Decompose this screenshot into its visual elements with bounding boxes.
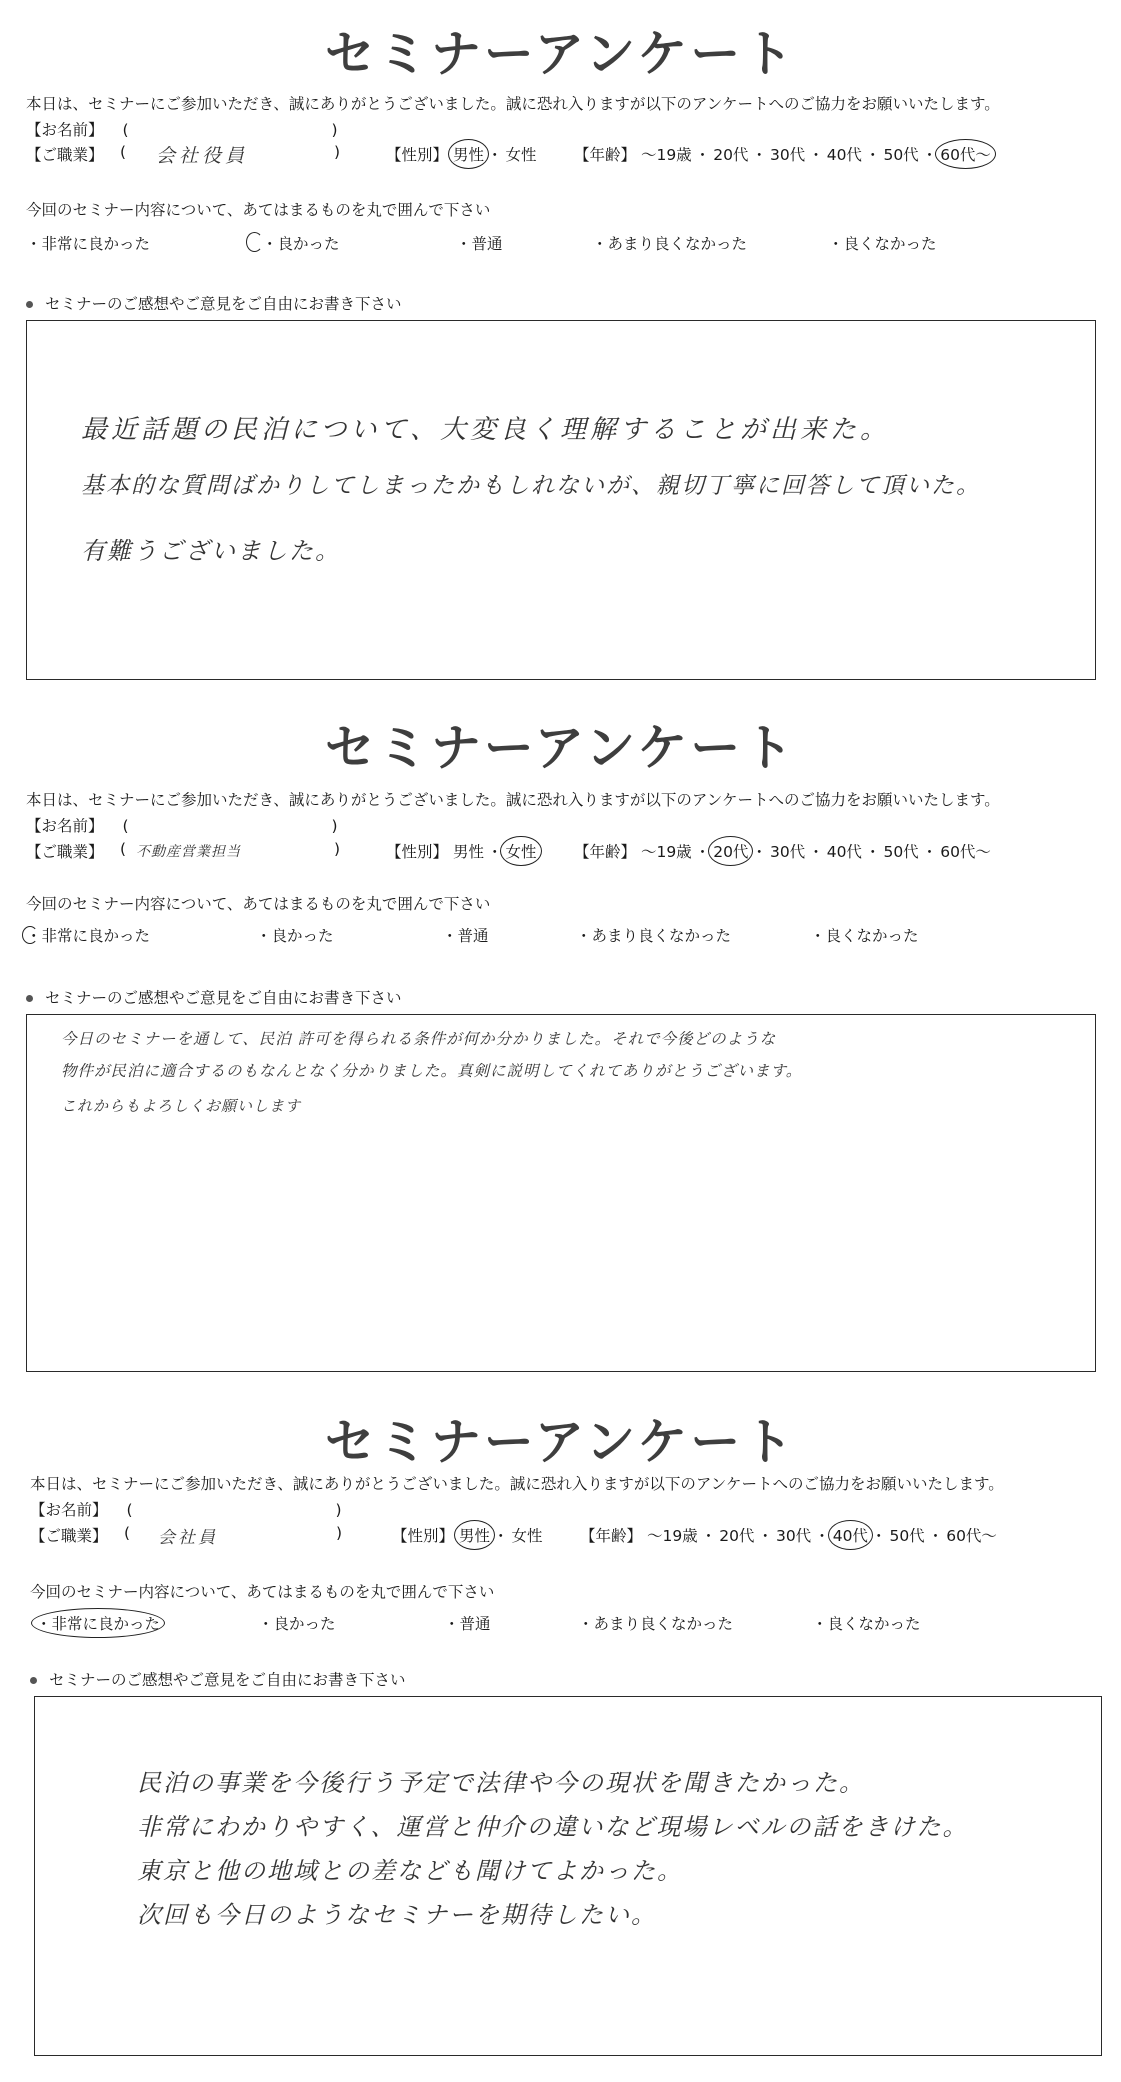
comment-line: 有難うございました。 (81, 537, 341, 565)
age-option-40s[interactable]: 40代 (833, 1524, 868, 1546)
comment-prompt-text: セミナーのご感想やご意見をご自由にお書き下さい (45, 989, 402, 1007)
bullet-icon (30, 1677, 37, 1684)
gender-option-male[interactable]: 男性 (452, 843, 484, 861)
name-open-paren: ( (122, 121, 129, 139)
age-label: 【年齢】 (574, 146, 637, 164)
gender-option-female[interactable]: 女性 (511, 1527, 543, 1545)
name-open-paren: ( (122, 817, 129, 835)
rating-question: 今回のセミナー内容について、あてはまるものを丸で囲んで下さい (30, 1583, 495, 1601)
rating-question: 今回のセミナー内容について、あてはまるものを丸で囲んで下さい (26, 895, 491, 913)
age-option-20s[interactable]: 20代 (713, 840, 748, 862)
rating-average[interactable]: ・普通 (442, 927, 489, 945)
comment-prompt (26, 292, 402, 314)
rating-average[interactable]: ・普通 (444, 1615, 491, 1633)
age-option-40s[interactable]: 40代 (826, 843, 862, 861)
gender-option-male[interactable]: 男性 (453, 143, 484, 165)
rating-options (26, 924, 1106, 948)
job-field[interactable]: 会社員 (158, 1528, 218, 1548)
age-label: 【年齢】 (574, 843, 637, 861)
rating-not-very-good[interactable]: ・あまり良くなかった (592, 235, 748, 253)
selection-mark (22, 926, 38, 944)
name-label: 【お名前】 (30, 1501, 108, 1519)
name-label: 【お名前】 (26, 121, 104, 139)
job-close-paren: ) (334, 143, 341, 161)
name-label: 【お名前】 (26, 817, 104, 835)
bullet-icon (26, 995, 33, 1002)
survey-title: セミナーアンケート (324, 25, 797, 83)
age-option-under19[interactable]: ～19歳 (646, 1527, 698, 1545)
comment-box[interactable] (26, 320, 1096, 680)
rating-very-good[interactable]: ・非常に良かった (26, 924, 150, 946)
survey-1 (0, 0, 1121, 694)
comment-box[interactable] (34, 1696, 1102, 2056)
name-open-paren: ( (126, 1501, 133, 1519)
name-close-paren: ) (335, 1501, 342, 1519)
comment-line: 非常にわかりやすく、運営と仲介の違いなど現場レベルの話をきけた。 (137, 1813, 969, 1841)
job-label: 【ご職業】 (26, 843, 104, 861)
age-option-30s[interactable]: 30代 (769, 146, 806, 164)
rating-not-very-good[interactable]: ・あまり良くなかった (578, 1615, 734, 1633)
age-option-20s[interactable]: 20代 (719, 1527, 755, 1545)
age-option-30s[interactable]: 30代 (775, 1527, 812, 1545)
age-option-50s[interactable]: 50代 (883, 843, 919, 861)
age-option-50s[interactable]: 50代 (883, 146, 919, 164)
job-label: 【ご職業】 (30, 1527, 108, 1545)
bullet-icon (26, 301, 33, 308)
name-close-paren: ) (331, 121, 338, 139)
comment-line: 今日のセミナーを通して、民泊 許可を得られる条件が何か分かりました。それで今後どのような (61, 1030, 777, 1048)
survey-intro: 本日は、セミナーにご参加いただき、誠にありがとうございました。誠に恐れ入りますが以下のアンケートへのご協力をお願いいたします。 (26, 95, 1000, 113)
rating-very-good[interactable]: ・非常に良かった (36, 1612, 160, 1634)
job-field[interactable]: 不動産営業担当 (136, 844, 241, 860)
job-close-paren: ) (336, 1524, 343, 1542)
survey-3 (0, 1388, 1121, 2082)
name-row (26, 814, 338, 836)
rating-not-good[interactable]: ・良くなかった (810, 927, 919, 945)
rating-not-very-good[interactable]: ・あまり良くなかった (576, 927, 732, 945)
rating-options (30, 1612, 1110, 1636)
rating-not-good[interactable]: ・良くなかった (812, 1615, 921, 1633)
name-close-paren: ) (331, 817, 338, 835)
gender-option-female[interactable]: 女性 (505, 840, 536, 862)
job-open-paren: ( (120, 143, 127, 161)
survey-2 (0, 694, 1121, 1388)
job-open-paren: ( (120, 840, 127, 858)
job-close-paren: ) (334, 840, 341, 858)
age-option-40s[interactable]: 40代 (826, 146, 862, 164)
comment-box[interactable] (26, 1014, 1096, 1372)
gender-label: 【性別】 (386, 146, 449, 164)
survey-intro: 本日は、セミナーにご参加いただき、誠にありがとうございました。誠に恐れ入りますが以下のアンケートへのご協力をお願いいたします。 (30, 1475, 1004, 1493)
info-row: 【ご職業】 ( 会社役員 ) 【性別】 男性 ・ 女性 【年齢】 ～19歳 ・ 20代 ・ 30代 ・ 40代 ・ 50代 ・ 60代～ (26, 143, 991, 167)
rating-question: 今回のセミナー内容について、あてはまるものを丸で囲んで下さい (26, 201, 491, 219)
comment-prompt (30, 1668, 406, 1690)
info-row: 【ご職業】 ( 会社員 ) 【性別】 男性 ・ 女性 【年齢】 ～19歳 ・ 20代 ・ 30代 ・ 40代 ・ 50代 ・ 60代～ (30, 1524, 997, 1548)
name-row (26, 118, 338, 140)
survey-intro: 本日は、セミナーにご参加いただき、誠にありがとうございました。誠に恐れ入りますが以下のアンケートへのご協力をお願いいたします。 (26, 791, 1000, 809)
gender-label: 【性別】 (386, 843, 449, 861)
gender-label: 【性別】 (392, 1527, 455, 1545)
info-row: 【ご職業】 ( 不動産営業担当 ) 【性別】 男性 ・ 女性 【年齢】 ～19歳 ・ 20代 ・ 30代 ・ 40代 ・ 50代 ・ 60代～ (26, 840, 991, 861)
comment-line: 基本的な質問ばかりしてしまったかもしれないが、親切丁寧に回答して頂いた。 (81, 473, 981, 499)
comment-prompt (26, 986, 402, 1008)
comment-prompt-text: セミナーのご感想やご意見をご自由にお書き下さい (49, 1671, 406, 1689)
comment-line: 民泊の事業を今後行う予定で法律や今の現状を聞きたかった。 (137, 1769, 865, 1797)
age-option-under19[interactable]: ～19歳 (640, 843, 692, 861)
rating-options (26, 232, 1106, 256)
age-option-30s[interactable]: 30代 (769, 843, 806, 861)
comment-line: 物件が民泊に適合するのもなんとなく分かりました。真剣に説明してくれてありがとうございます。 (61, 1062, 803, 1080)
survey-title: セミナーアンケート (324, 719, 797, 777)
comment-line: 東京と他の地域との差なども聞けてよかった。 (137, 1857, 683, 1885)
gender-option-male[interactable]: 男性 (459, 1524, 490, 1546)
job-field[interactable]: 会社役員 (156, 145, 249, 167)
rating-very-good[interactable]: ・非常に良かった (26, 235, 151, 253)
rating-good[interactable]: ・良かった (258, 1615, 336, 1633)
age-option-50s[interactable]: 50代 (889, 1527, 925, 1545)
age-option-under19[interactable]: ～19歳 (640, 146, 692, 164)
rating-good[interactable]: ・良かった (262, 232, 340, 254)
gender-option-female[interactable]: 女性 (505, 146, 537, 164)
job-open-paren: ( (124, 1524, 131, 1542)
comment-line: 次回も今日のようなセミナーを期待したい。 (137, 1901, 657, 1929)
age-label: 【年齢】 (580, 1527, 643, 1545)
comment-line: 最近話題の民泊について、大変良く理解することが出来た。 (81, 415, 890, 445)
age-option-60s[interactable]: 60代～ (946, 1527, 997, 1545)
comment-line: これからもよろしくお願いします (61, 1097, 302, 1115)
rating-not-good[interactable]: ・良くなかった (828, 235, 937, 253)
age-option-20s[interactable]: 20代 (713, 146, 749, 164)
name-row (30, 1498, 342, 1520)
comment-prompt-text: セミナーのご感想やご意見をご自由にお書き下さい (45, 295, 402, 313)
job-label: 【ご職業】 (26, 146, 104, 164)
age-option-60s[interactable]: 60代～ (940, 843, 991, 861)
rating-good[interactable]: ・良かった (256, 927, 334, 945)
rating-average[interactable]: ・普通 (456, 235, 503, 253)
age-option-60s[interactable]: 60代～ (940, 143, 991, 165)
survey-title: セミナーアンケート (324, 1413, 797, 1471)
